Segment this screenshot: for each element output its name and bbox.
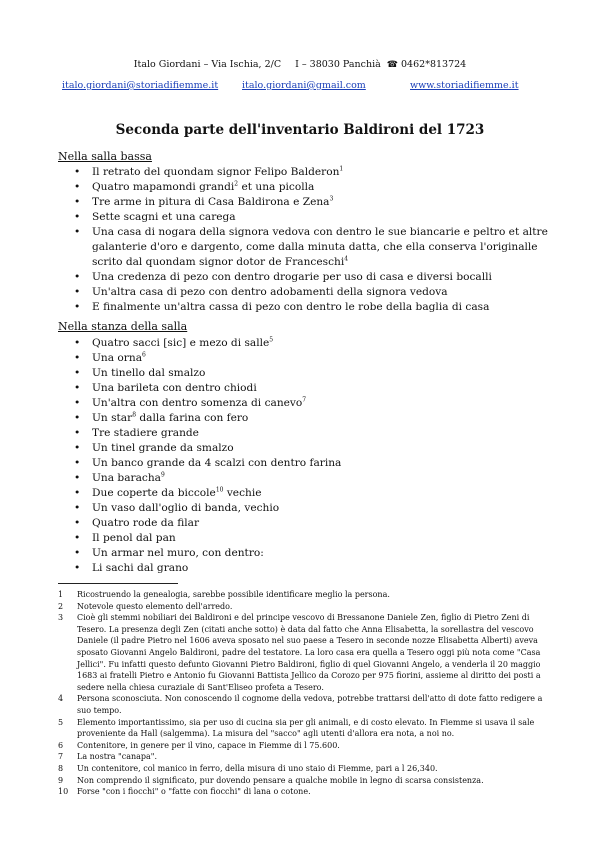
footnote-number: 5 — [58, 717, 64, 727]
list-item — [74, 486, 550, 501]
footnotes — [58, 589, 544, 798]
list-item — [74, 336, 550, 351]
footnote-text: Un contenitore, col manico in ferro, della misura di uno staio di Fiemme, pari a l 26,340. — [77, 763, 438, 773]
list-item — [74, 270, 550, 285]
letterhead-address — [0, 59, 600, 70]
footnote-ref[interactable]: 2 — [234, 180, 239, 188]
list-item — [74, 285, 550, 300]
footnote-ref[interactable]: 3 — [329, 195, 334, 203]
footnote-ref[interactable]: 8 — [132, 411, 137, 419]
footnote-ref[interactable]: 1 — [339, 165, 344, 173]
footnote-ref[interactable]: 9 — [160, 471, 165, 479]
item-text: Tre stadiere grande — [92, 427, 199, 439]
footnote-number: 10 — [58, 787, 69, 797]
author-address: Italo Giordani – Via Ischia, 2/C — [133, 59, 282, 70]
footnote-number: 6 — [58, 740, 64, 750]
footnote-number: 9 — [58, 775, 64, 785]
website-link[interactable]: www.storiadifiemme.it — [410, 80, 519, 91]
item-text: Sette scagni et una carega — [92, 211, 236, 223]
footnote-number: 3 — [58, 613, 64, 623]
footnote-divider — [58, 583, 178, 584]
footnote — [58, 601, 544, 613]
item-text: Due coperte da biccole — [92, 487, 216, 499]
footnote-ref[interactable]: 10 — [215, 486, 224, 494]
footnote-text: Elemento importantissimo, sia per uso di cucina sia per gli animali, e di costo elevato. In Fiemme si usava il sale proveniente da Hall (salgemma). La misura del "sacco" agli utenti d'allora era nota, a noi no. — [77, 717, 535, 739]
list-item — [74, 471, 550, 486]
footnote — [58, 717, 544, 740]
list-item — [74, 210, 550, 225]
item-text: Un tinello dal smalzo — [92, 367, 206, 379]
list-item — [74, 546, 550, 561]
footnote — [58, 693, 544, 716]
item-text-continued: et una picolla — [238, 181, 315, 193]
telephone-icon: ☎ — [386, 60, 399, 70]
footnote-text: Cioè gli stemmi nobiliari dei Baldironi e del principe vescovo di Bressanone Daniele Zen, figlio di Pietro Zeni di Tesero. La presenza degli Zen (citati anche sotto) è data dal fatto che Anna Elisabetta, la sorellastra del vescovo Daniele (il padre Pietro nel 1606 aveva sposato nel suo paese a Tesero in seconde nozze Elisabetta Alberti) aveva sposato Giovanni Angelo Baldironi, padre del testatore. La loro casa era quella a Tesero oggi più nota come "Casa Jellici". Fu infatti questo defunto Giovanni Pietro Baldironi, figlio di quel Giovanni Angelo, a venderla il 20 maggio 1683 ai fratelli Pietro e Antonio fu Giovanni Battista Jellico da Corozo per 975 fiorini, assieme al diritto dei posti a sedere nella chiesa curaziale di Sant'Eliseo profeta a Tesero. — [77, 613, 541, 692]
item-text: Un star — [92, 412, 133, 424]
list-item — [74, 195, 550, 210]
item-text: Il penol dal pan — [92, 532, 176, 544]
list-item — [74, 396, 550, 411]
footnote-text: Non comprendo il significato, pur dovendo pensare a qualche mobile in legno di scarsa consistenza. — [77, 775, 484, 785]
item-text: Quatro sacci [sic] e mezo di salle — [92, 337, 270, 349]
footnote-text: Persona sconosciuta. Non conoscendo il cognome della vedova, potrebbe trattarsi dell'atto di dote fatto redigere a suo tempo. — [77, 694, 543, 715]
item-text-continued: vechie — [223, 487, 262, 499]
footnote-number: 2 — [58, 601, 64, 611]
footnote-number: 7 — [58, 752, 64, 762]
footnote-text: Ricostruendo la genealogia, sarebbe possibile identificare meglio la persona. — [77, 590, 390, 599]
postal-address: I – 38030 Panchià — [295, 59, 381, 70]
section-heading-stanza-della-salla: Nella stanza della salla — [58, 320, 188, 333]
phone-number: 0462*813724 — [401, 59, 467, 70]
email-link-gmail[interactable]: italo.giordani@gmail.com — [242, 80, 366, 91]
item-text: E finalmente un'altra cassa di pezo con dentro le robe della baglia di casa — [92, 301, 490, 313]
email-link-storiadifiemme[interactable]: italo.giordani@storiadifiemme.it — [62, 80, 219, 91]
footnote-ref[interactable]: 6 — [142, 351, 146, 359]
item-text: Una credenza di pezo con dentro drogarie per uso di casa e diversi bocalli — [92, 271, 492, 283]
item-text: Un vaso dall'oglio di banda, vechio — [92, 502, 280, 514]
item-text: Una baracha — [92, 472, 161, 484]
footnote — [58, 589, 544, 601]
item-text: Quatro mapamondi grandi — [92, 181, 235, 193]
item-text: Il retrato del quondam signor Felipo Balderon — [92, 166, 340, 178]
list-item — [74, 456, 550, 471]
footnote-ref[interactable]: 7 — [302, 396, 307, 404]
item-text-continued: dalla farina con fero — [136, 412, 249, 424]
footnote-ref[interactable]: 5 — [269, 336, 274, 344]
item-text: Un'altra casa di pezo con dentro adobamenti della signora vedova — [92, 286, 448, 298]
footnote-ref[interactable]: 4 — [344, 255, 349, 263]
list-item — [74, 351, 550, 366]
list-item — [74, 381, 550, 396]
item-text: Un'altra con dentro somenza di canevo — [92, 397, 303, 409]
item-text: Un armar nel muro, con dentro: — [92, 547, 264, 559]
item-text: Un tinel grande da smalzo — [92, 442, 234, 454]
section-heading-salla-bassa: Nella salla bassa — [58, 150, 152, 163]
footnote — [58, 751, 544, 763]
item-text: Li sachi dal grano — [92, 562, 189, 574]
item-text: Una casa di nogara della signora vedova con dentro le sue biancarie e peltro et altre galanterie d'oro e dargento, come dalla minuta datta, che ella conserva l'originalle scrito dal quondam signor dotor de Franceschi — [92, 226, 548, 268]
list-item — [74, 366, 550, 381]
item-text: Un banco grande da 4 scalzi con dentro farina — [92, 457, 342, 469]
list-item — [74, 501, 550, 516]
footnote-text: Forse "con i fiocchi" o "fatte con fiocchi" di lana o cotone. — [77, 787, 311, 797]
footnote-text: Contenitore, in genere per il vino, capace in Fiemme di l 75.600. — [77, 740, 340, 750]
list-item — [74, 225, 550, 270]
item-text: Tre arme in pitura di Casa Baldirona e Zena — [92, 196, 330, 208]
footnote — [58, 612, 544, 693]
item-text: Una orna — [92, 352, 143, 364]
list-item — [74, 561, 550, 576]
list-item — [74, 411, 550, 426]
list-item — [74, 300, 550, 315]
footnote-text: Notevole questo elemento dell'arredo. — [77, 601, 233, 611]
list-item — [74, 516, 550, 531]
list-item — [74, 426, 550, 441]
footnote — [58, 763, 544, 775]
footnote-number: 1 — [58, 590, 64, 599]
item-text: Una barileta con dentro chiodi — [92, 382, 257, 394]
footnote-text: La nostra "canapa". — [77, 752, 158, 762]
document-title: Seconda parte dell'inventario Baldironi del 1723 — [115, 122, 485, 138]
list-item — [74, 531, 550, 546]
footnote-number: 4 — [58, 694, 64, 704]
item-list-stanza-della-salla — [74, 336, 550, 576]
list-item — [74, 180, 550, 195]
list-item — [74, 165, 550, 180]
footnote — [58, 775, 544, 787]
letterhead-links — [0, 80, 600, 94]
footnote — [58, 740, 544, 752]
item-text: Quatro rode da filar — [92, 517, 200, 529]
list-item — [74, 441, 550, 456]
footnote — [58, 786, 544, 798]
item-list-salla-bassa — [74, 165, 550, 315]
footnote-number: 8 — [58, 763, 64, 773]
